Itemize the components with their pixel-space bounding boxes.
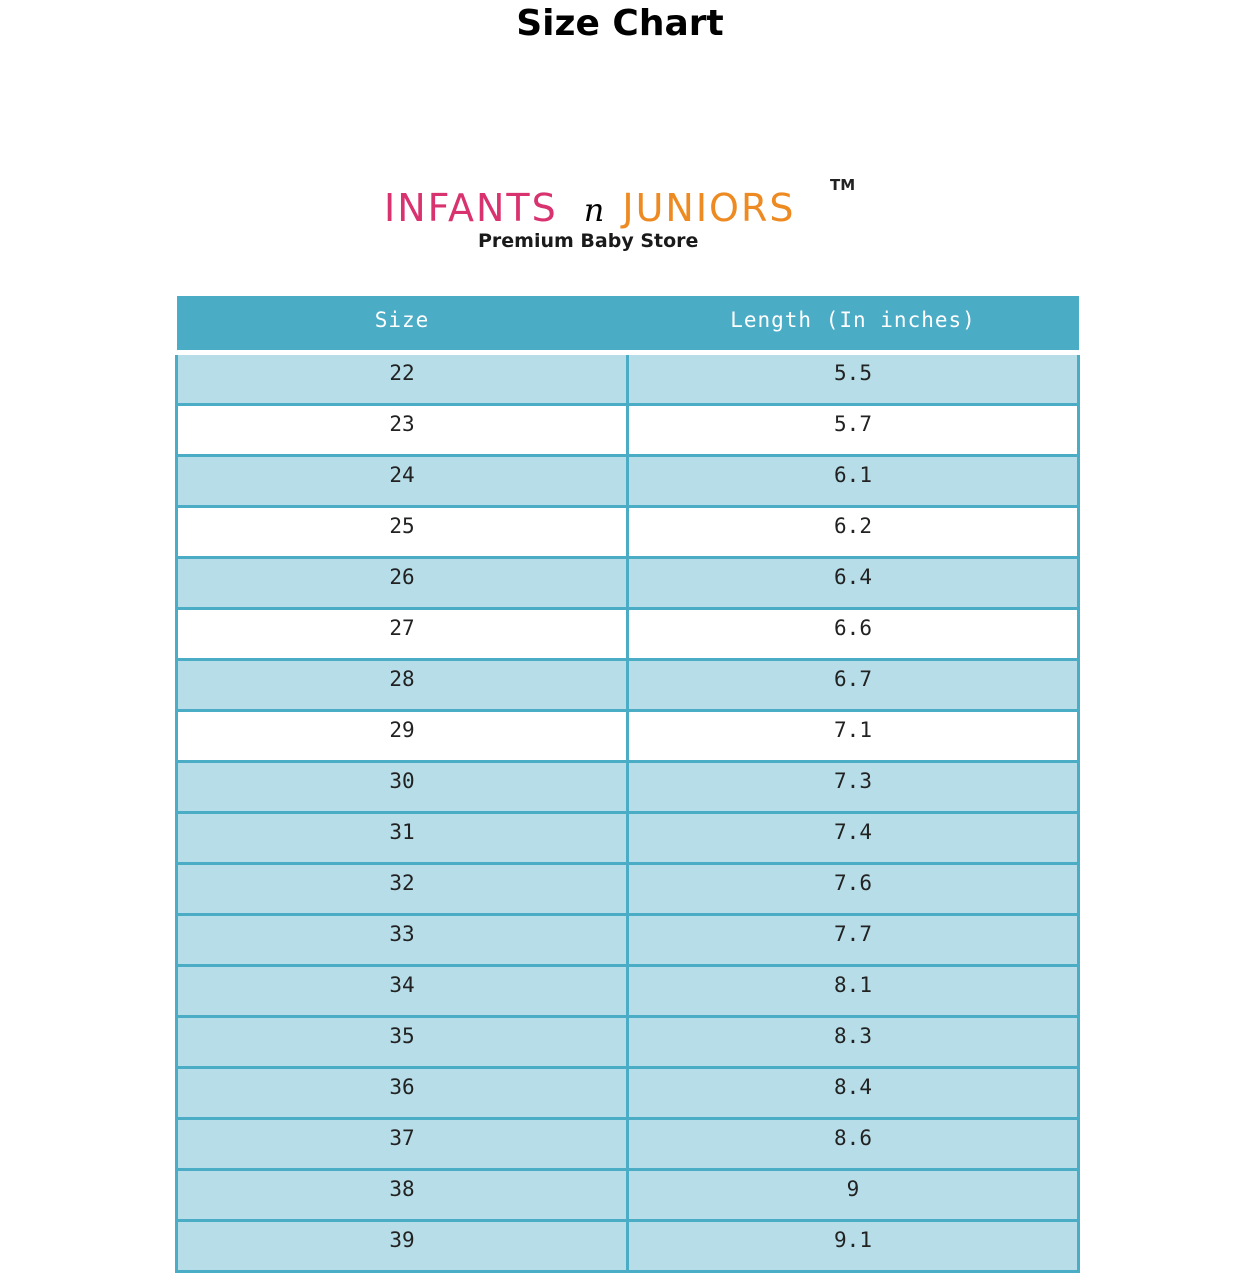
- table-row: [177, 711, 1079, 762]
- size-cell: 37: [177, 1119, 628, 1170]
- store-logo: [384, 174, 864, 260]
- length-cell: 6.7: [628, 660, 1079, 711]
- trademark-mark: TM: [830, 176, 856, 194]
- length-cell: 7.6: [628, 864, 1079, 915]
- size-cell: 32: [177, 864, 628, 915]
- logo-word-infants: INFANTS: [384, 186, 558, 230]
- table-row: [177, 1068, 1079, 1119]
- logo-tagline: Premium Baby Store: [478, 230, 699, 252]
- length-cell: 7.4: [628, 813, 1079, 864]
- length-cell: 6.4: [628, 558, 1079, 609]
- table-row: [177, 864, 1079, 915]
- table-row: [177, 507, 1079, 558]
- logo-connector: n: [583, 191, 605, 229]
- table-row: [177, 558, 1079, 609]
- length-cell: 9: [628, 1170, 1079, 1221]
- table-row: [177, 1221, 1079, 1272]
- size-cell: 39: [177, 1221, 628, 1272]
- size-chart-table: [175, 296, 1080, 1273]
- length-cell: 8.6: [628, 1119, 1079, 1170]
- size-cell: 27: [177, 609, 628, 660]
- length-cell: 9.1: [628, 1221, 1079, 1272]
- table-row: [177, 966, 1079, 1017]
- size-cell: 34: [177, 966, 628, 1017]
- size-cell: 25: [177, 507, 628, 558]
- table-row: [177, 1119, 1079, 1170]
- size-cell: 26: [177, 558, 628, 609]
- size-cell: 28: [177, 660, 628, 711]
- logo-brand: [384, 186, 795, 230]
- size-cell: 23: [177, 405, 628, 456]
- length-cell: 5.5: [628, 353, 1079, 405]
- header-size: Size: [177, 296, 628, 353]
- header-length: Length (In inches): [628, 296, 1079, 353]
- table-body: [177, 353, 1079, 1272]
- size-cell: 29: [177, 711, 628, 762]
- length-cell: 6.2: [628, 507, 1079, 558]
- table-row: [177, 609, 1079, 660]
- length-cell: 6.6: [628, 609, 1079, 660]
- table-row: [177, 813, 1079, 864]
- length-cell: 5.7: [628, 405, 1079, 456]
- table-row: [177, 353, 1079, 405]
- length-cell: 6.1: [628, 456, 1079, 507]
- size-cell: 31: [177, 813, 628, 864]
- size-cell: 38: [177, 1170, 628, 1221]
- length-cell: 8.4: [628, 1068, 1079, 1119]
- size-cell: 30: [177, 762, 628, 813]
- size-cell: 22: [177, 353, 628, 405]
- length-cell: 7.3: [628, 762, 1079, 813]
- table-header-row: [177, 296, 1079, 353]
- length-cell: 8.1: [628, 966, 1079, 1017]
- table-row: [177, 660, 1079, 711]
- size-cell: 24: [177, 456, 628, 507]
- size-cell: 35: [177, 1017, 628, 1068]
- table-row: [177, 405, 1079, 456]
- table-row: [177, 456, 1079, 507]
- size-cell: 33: [177, 915, 628, 966]
- length-cell: 7.1: [628, 711, 1079, 762]
- table-row: [177, 915, 1079, 966]
- page-title: Size Chart: [516, 3, 724, 44]
- table-row: [177, 762, 1079, 813]
- size-cell: 36: [177, 1068, 628, 1119]
- table-row: [177, 1017, 1079, 1068]
- length-cell: 7.7: [628, 915, 1079, 966]
- length-cell: 8.3: [628, 1017, 1079, 1068]
- logo-word-juniors: JUNIORS: [622, 186, 796, 230]
- table-row: [177, 1170, 1079, 1221]
